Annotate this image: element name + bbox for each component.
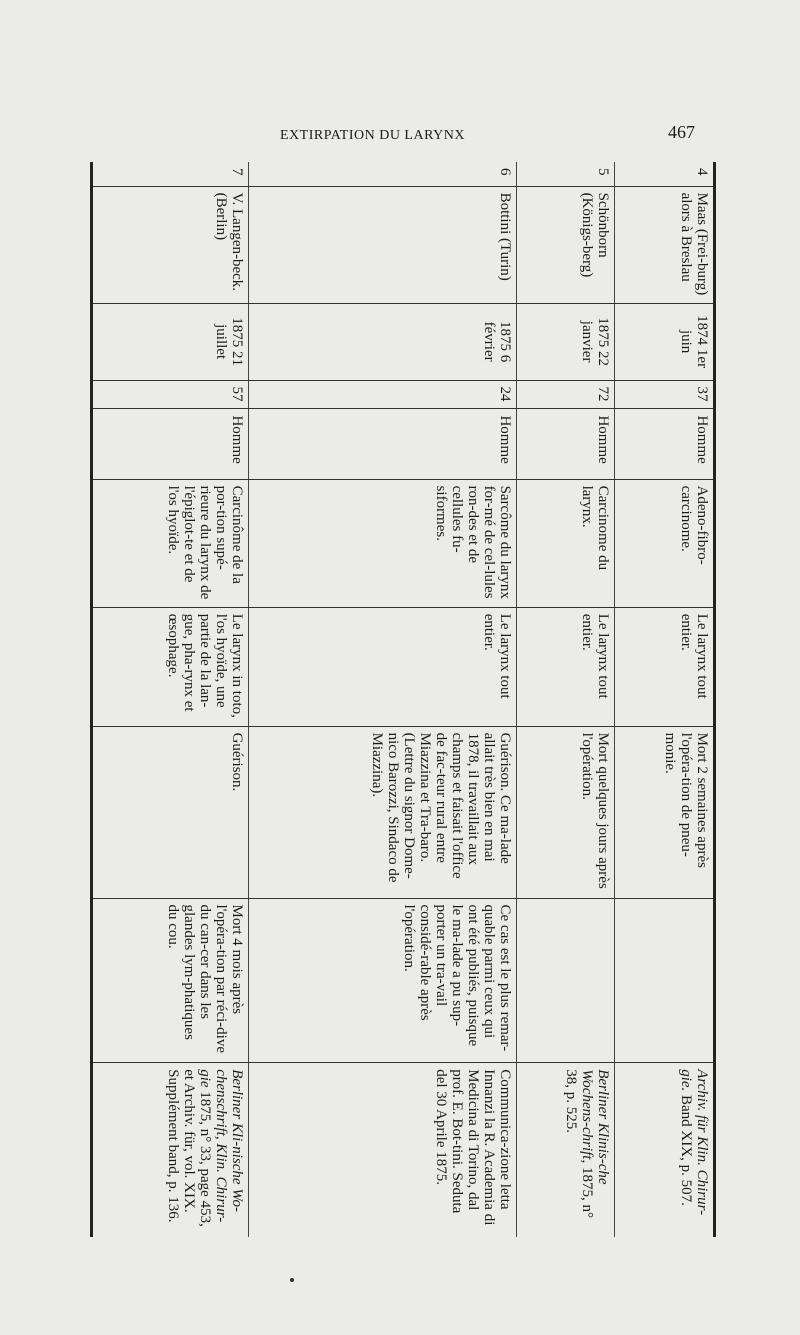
case-number: 7: [92, 162, 249, 186]
source-journal: Archiv. für Klin. Chirur-gie.: [678, 1069, 710, 1216]
diagnosis-cell: Adeno-fibro-carcinome.: [615, 479, 715, 607]
source-ref: , 1875, n° 38, p. 525.: [563, 1069, 596, 1218]
sex-cell: Homme: [92, 409, 249, 479]
diagnosis-cell: Carcinôme de la por-tion supé-rieure du larynx de l'épiglot-te et de l'os hyoïde.: [92, 479, 249, 607]
operator-cell: Maas (Frei-burg) alors à Breslau: [615, 186, 715, 303]
age-cell: 24: [248, 380, 517, 409]
date-cell: 1874 1er juin: [615, 303, 715, 380]
operator-cell: V. Langen-beck. (Berlin): [92, 186, 249, 303]
observations-cell: [517, 898, 615, 1063]
result-cell: Mort 2 semaines après l'opéra-tion de pneu-monie.: [615, 726, 715, 898]
age-cell: 37: [615, 380, 715, 409]
source-journal: Berliner Klinis-che Wochens-chrift: [579, 1069, 612, 1185]
age-cell: 57: [92, 380, 249, 409]
source-cell: [248, 1063, 517, 1237]
operator-cell: Bottini (Turin): [248, 186, 517, 303]
surgery-cases-table: [90, 162, 716, 1237]
source-ref: Band XIX, p. 507.: [678, 1095, 694, 1206]
source-ref: Communica-zione letta Innanzi la R. Academia di Medicina di Torino, dal prof. E. Bot-tini. Seduta del 30 Aprile 1875.: [433, 1069, 514, 1226]
diagnosis-cell: Carcinome du larynx.: [517, 479, 615, 607]
sex-cell: Homme: [615, 409, 715, 479]
date-cell: 1875 22 janvier: [517, 303, 615, 380]
source-cell: [517, 1063, 615, 1237]
sex-cell: Homme: [248, 409, 517, 479]
page-number: 467: [668, 122, 695, 142]
extent-cell: Le larynx tout entier.: [517, 607, 615, 726]
case-number: 5: [517, 162, 615, 186]
age-cell: 72: [517, 380, 615, 409]
observations-cell: [615, 898, 715, 1063]
table-row: [615, 162, 715, 1237]
observations-cell: Mort 4 mois après l'opéra-tion par réci-dive du can-cer dans les glandes lym-phatiques du cou.: [92, 898, 249, 1063]
source-ref: 1875, n° 33, page 453, et Archiv. für, vol. XIX. Supplément band, p. 136.: [164, 1069, 213, 1227]
diagnosis-cell: Sarcôme du larynx for-mé de cel-lules ron-des et de cellules fu-siformes.: [248, 479, 517, 607]
date-cell: 1875 21 juillet: [92, 303, 249, 380]
table-row: [92, 162, 249, 1237]
date-cell: 1875 6 février: [248, 303, 517, 380]
case-number: 6: [248, 162, 517, 186]
case-number: 4: [694, 168, 710, 176]
table-row: [248, 162, 517, 1237]
result-cell: Guérison.: [92, 726, 249, 898]
source-cell: [92, 1063, 249, 1237]
rotated-table-wrapper: [90, 162, 716, 1237]
sex-cell: Homme: [517, 409, 615, 479]
ink-speck: [290, 1278, 294, 1282]
source-cell: [615, 1063, 715, 1237]
table-row: [517, 162, 615, 1237]
result-cell: Mort quelques jours après l'opération.: [517, 726, 615, 898]
result-cell: Guérison. Ce ma-lade allait très bien en mai 1878, il travaillait aux champs et faisait l'office de fac-teur rural entre Miazzina et Tra-baro. (Lettre du signor Dome-nico Barozzi, Sindaco de Miazzina).: [248, 726, 517, 898]
extent-cell: Le larynx in toto, l'os hyoïde, une partie de la lan-gue, pha-rynx et œsophage.: [92, 607, 249, 726]
observations-cell: Ce cas est le plus remar-quable parmi ceux qui ont été publiés, puisque le ma-lade a pu sup-porter un tra-vail considé-rable après l'opération.: [248, 898, 517, 1063]
extent-cell: Le larynx tout entier.: [615, 607, 715, 726]
source-journal: Berliner Kli-nische Wo-chenschrift, Klin. Chirur-gie: [196, 1069, 245, 1223]
running-header: EXTIRPATION DU LARYNX: [280, 128, 465, 143]
extent-cell: Le larynx tout entier.: [248, 607, 517, 726]
operator-cell: Schönborn (Königs-berg): [517, 186, 615, 303]
